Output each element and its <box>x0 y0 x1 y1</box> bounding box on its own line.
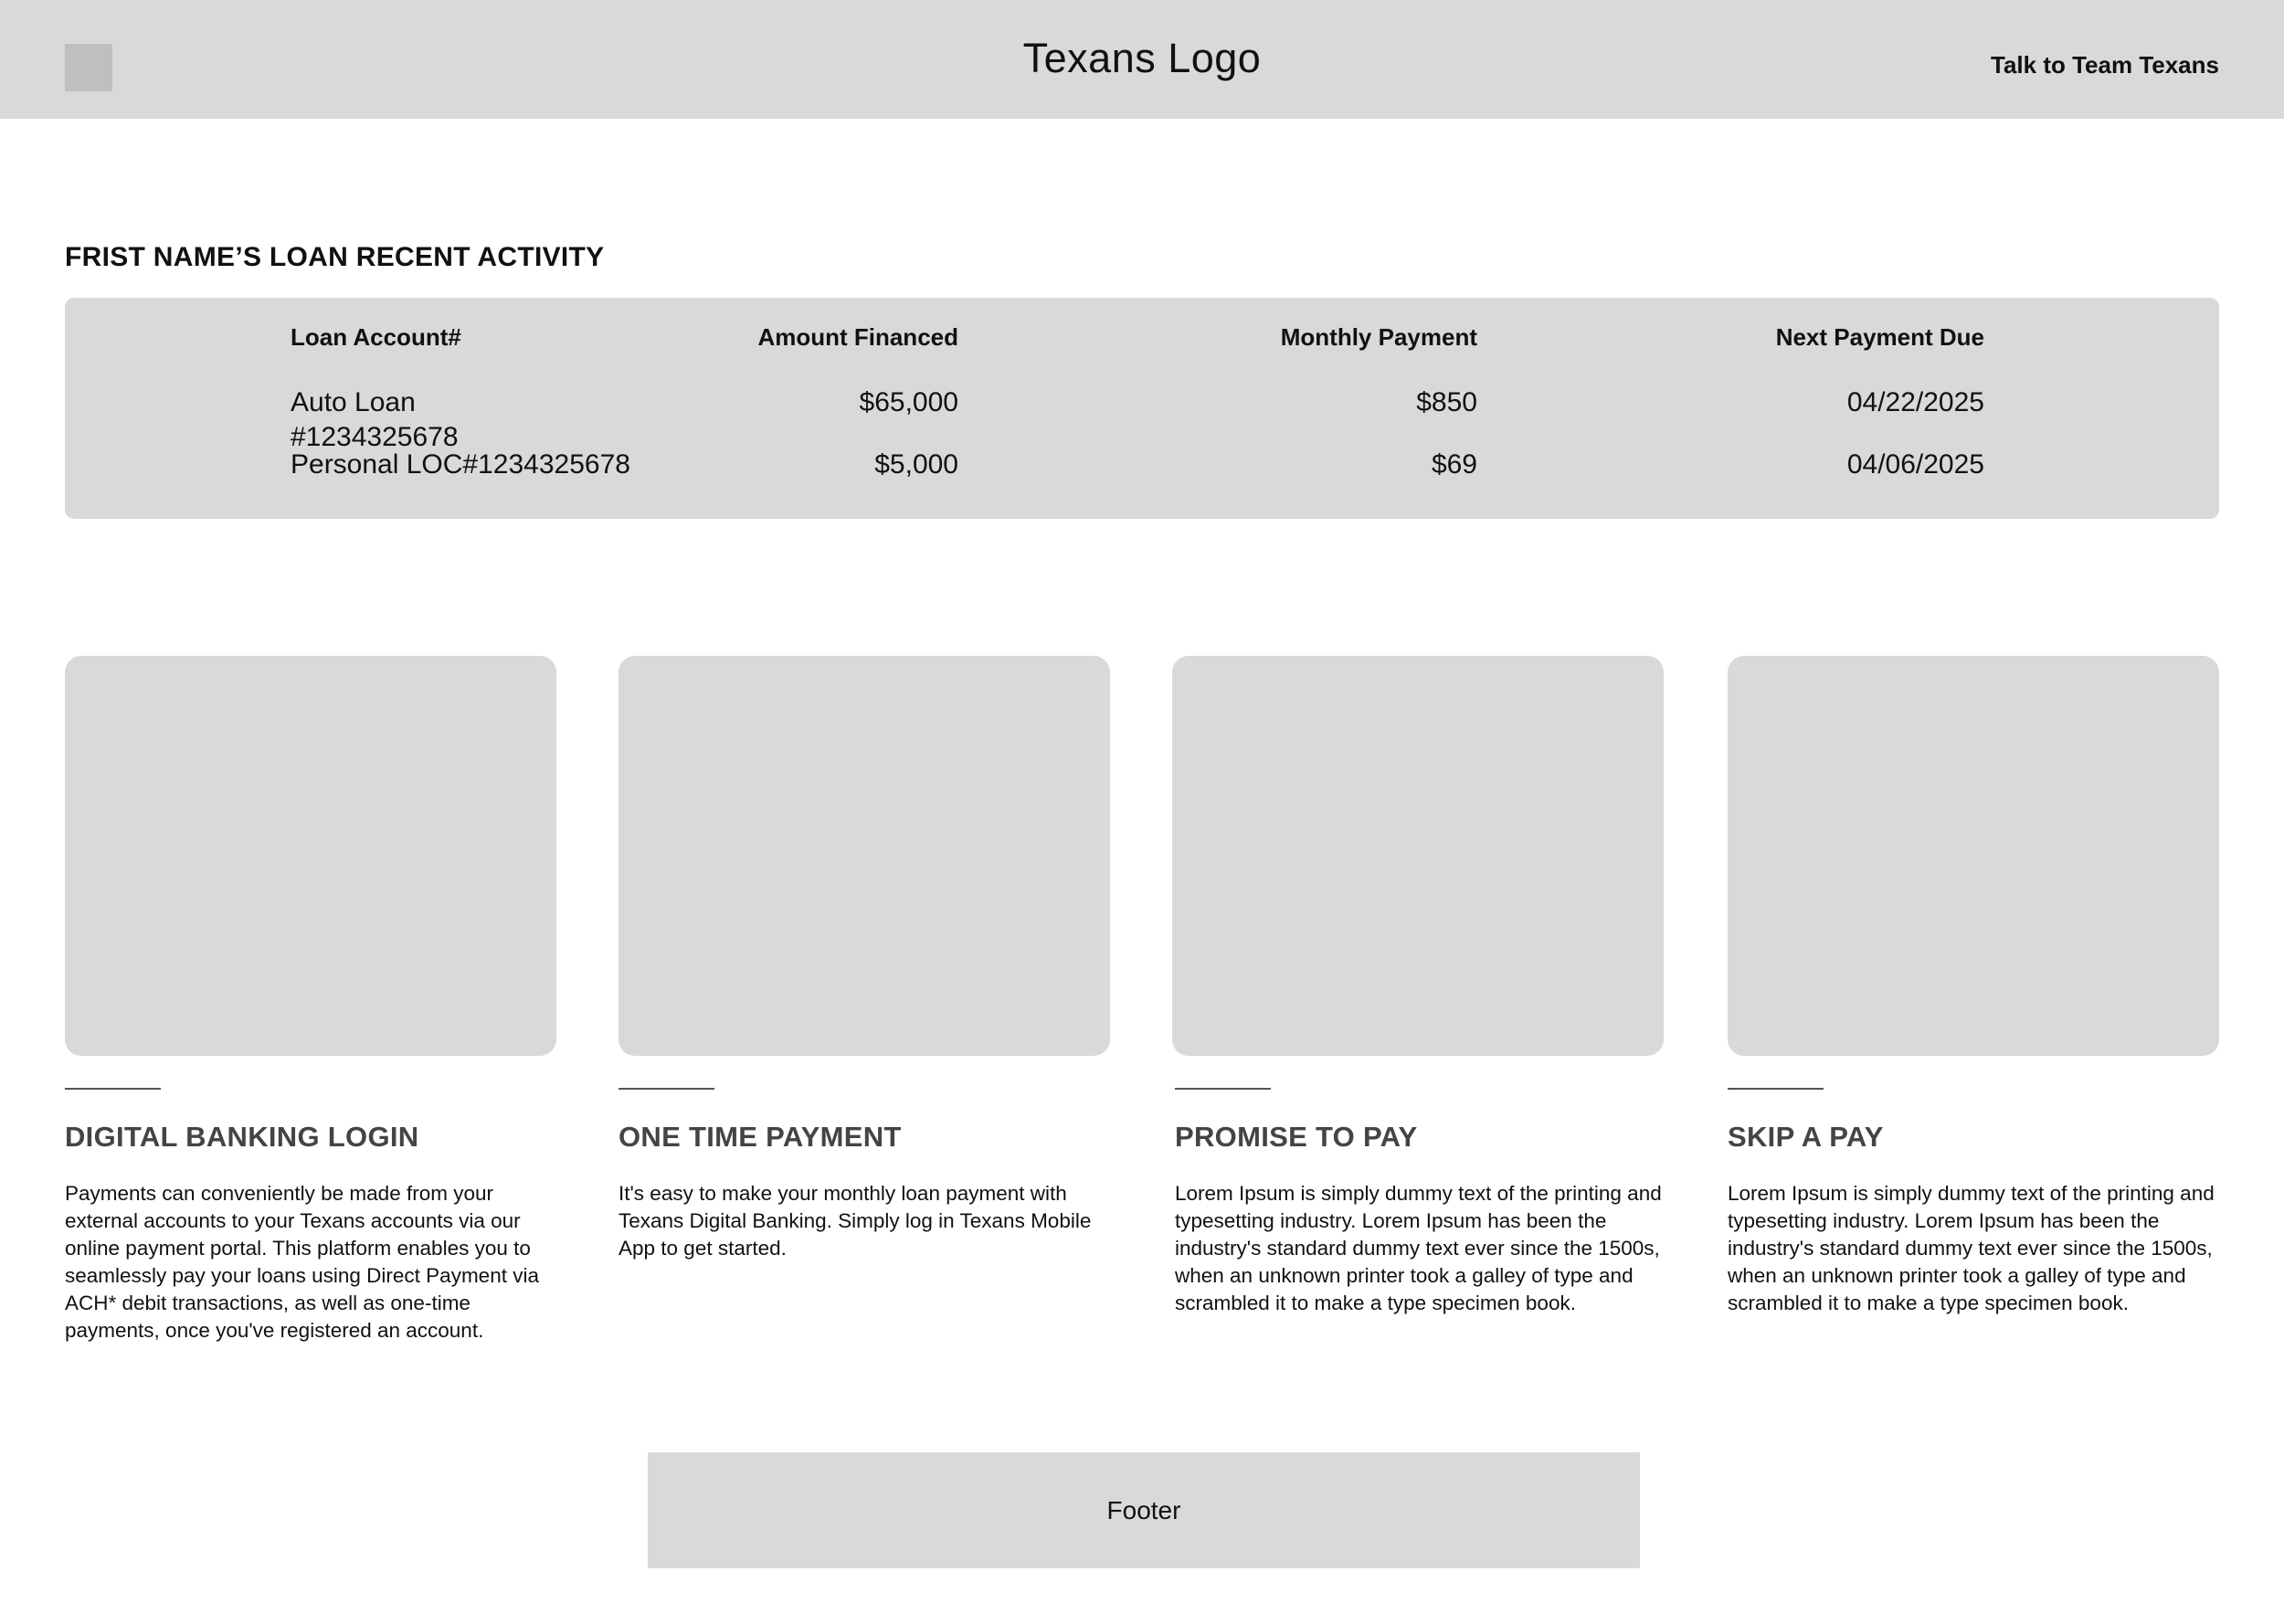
card-body-one-time-payment: It's easy to make your monthly loan payment with Texans Digital Banking. Simply log in Texans Mobile App to get started. <box>619 1182 1092 1260</box>
card-image-digital-banking[interactable] <box>65 656 556 1056</box>
monthly-payment-cell: $69 <box>1431 449 1477 480</box>
column-header-loan-account: Loan Account# <box>291 323 461 351</box>
site-footer <box>648 1452 1640 1568</box>
card-image-skip-a-pay[interactable] <box>1728 656 2219 1056</box>
loan-account-name: Auto Loan <box>291 387 416 417</box>
card-image-promise-to-pay[interactable] <box>1172 656 1664 1056</box>
loan-account-number: #1234325678 <box>291 422 459 452</box>
loan-activity-table <box>65 298 2219 519</box>
loan-account-cell[interactable] <box>291 385 459 455</box>
next-payment-due-cell: 04/22/2025 <box>1846 387 1984 417</box>
monthly-payment-cell: $850 <box>1416 387 1477 417</box>
site-logo[interactable]: Texans Logo <box>1022 35 1262 81</box>
card-body-promise-to-pay: Lorem Ipsum is simply dummy text of the printing and typesetting industry. Lorem Ipsum has been the industry's standard dummy text ever since the 1500s, when an unknown printer took a galley of type and scrambled it to make a type specimen book. <box>1175 1182 1662 1314</box>
section-title: FRIST NAME’S LOAN RECENT ACTIVITY <box>65 242 605 272</box>
card-title-one-time-payment[interactable]: ONE TIME PAYMENT <box>619 1121 902 1153</box>
loan-account-name: Personal LOC#1234325678 <box>291 449 630 480</box>
footer-label: Footer <box>1106 1495 1181 1524</box>
card-divider <box>1175 1088 1271 1090</box>
loan-account-cell[interactable] <box>291 448 630 482</box>
next-payment-due-cell: 04/06/2025 <box>1846 449 1984 480</box>
card-title-digital-banking[interactable]: DIGITAL BANKING LOGIN <box>65 1121 419 1153</box>
amount-financed-cell: $65,000 <box>859 387 958 417</box>
talk-to-team-link[interactable]: Talk to Team Texans <box>1991 51 2219 79</box>
card-divider <box>1728 1088 1824 1090</box>
card-body-digital-banking: Payments can conveniently be made from your external accounts to your Texans accounts via our online payment portal. This platform enables you to seamlessly pay your loans using Direct Payment via ACH* debit transactions, as well as one-time payments, once you've registered an account. <box>65 1182 539 1342</box>
site-header <box>0 0 2284 119</box>
card-title-promise-to-pay[interactable]: PROMISE TO PAY <box>1175 1121 1418 1153</box>
card-body-skip-a-pay: Lorem Ipsum is simply dummy text of the printing and typesetting industry. Lorem Ipsum has been the industry's standard dummy text ever since the 1500s, when an unknown printer took a galley of type and scrambled it to make a type specimen book. <box>1728 1182 2215 1314</box>
card-image-one-time-payment[interactable] <box>619 656 1110 1056</box>
card-title-skip-a-pay[interactable]: SKIP A PAY <box>1728 1121 1884 1153</box>
column-header-monthly-payment: Monthly Payment <box>1280 323 1477 351</box>
amount-financed-cell: $5,000 <box>874 449 958 480</box>
column-header-next-payment-due: Next Payment Due <box>1775 323 1984 351</box>
column-header-amount-financed: Amount Financed <box>757 323 958 351</box>
card-divider <box>65 1088 161 1090</box>
card-divider <box>619 1088 714 1090</box>
